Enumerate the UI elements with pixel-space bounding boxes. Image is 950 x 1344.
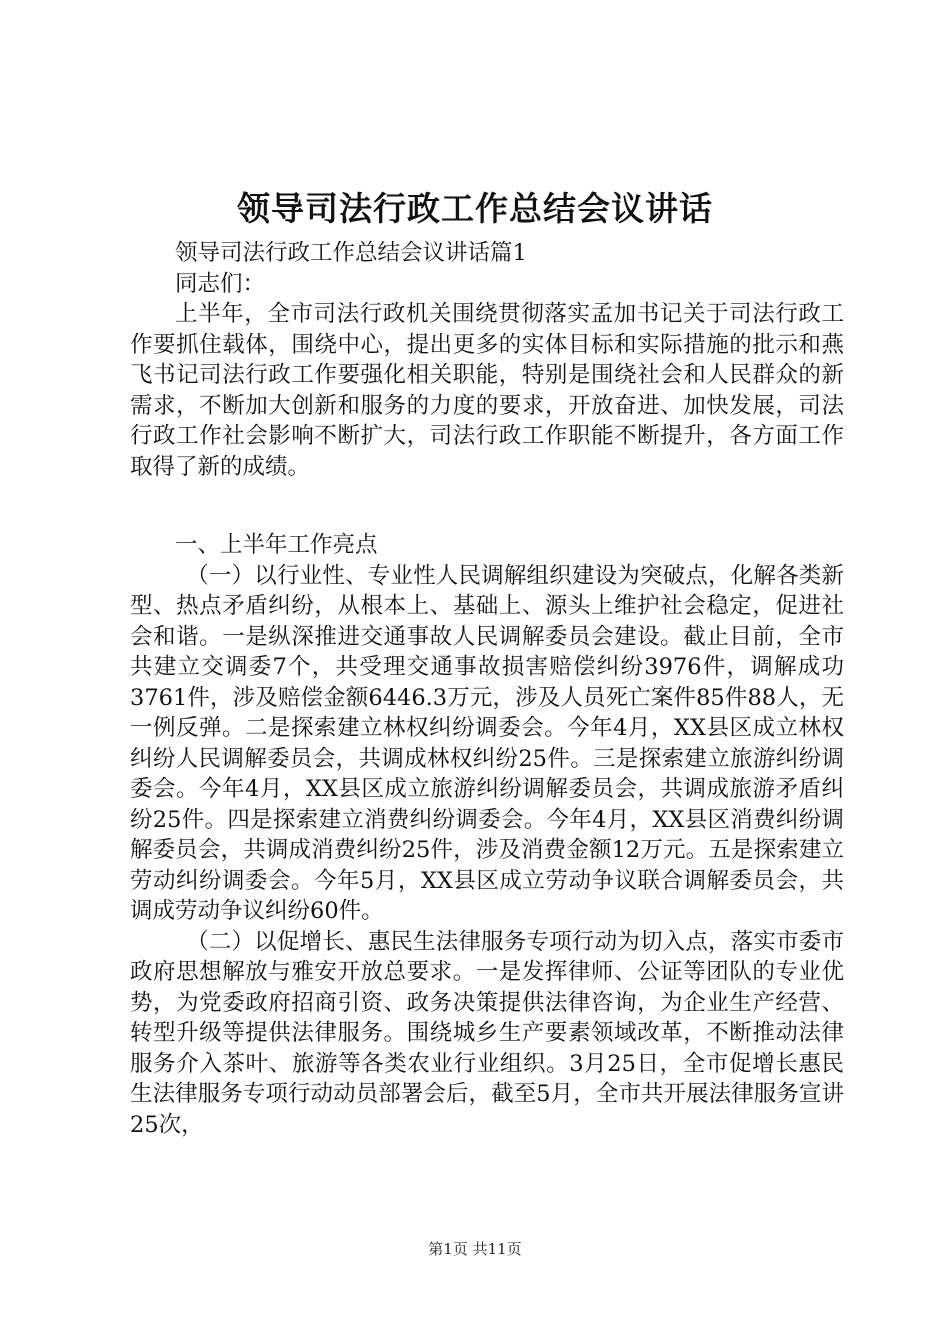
document-title: 领导司法行政工作总结会议讲话 [237, 189, 713, 228]
paragraph-mediation: （一）以行业性、专业性人民调解组织建设为突破点，化解各类新型、热点矛盾纠纷，从根本上、基础上、源头上维护社会稳定，促进社会和谐。一是纵深推进交通事故人民调解委员会建设。截止目前，全市共建立交调委7个，共受理交通事故损害赔偿纠纷3976件，调解成功3761件，涉及赔偿金额6446.3万元，涉及人员死亡案件85件88人，无一例反弹。二是探索建立林权纠纷调委会。今年4月，XX县区成立林权纠纷人民调解委员会，共调成林权纠纷25件。三是探索建立旅游纠纷调委会。今年4月，XX县区成立旅游纠纷调解委员会，共调成旅游矛盾纠纷25件。四是探索建立消费纠纷调委会。今年4月，XX县区消费纠纷调解委员会，共调成消费纠纷25件，涉及消费金额12万元。五是探索建立劳动纠纷调委会。今年5月，XX县区成立劳动争议联合调解委员会，共调成劳动争议纠纷60件。 [130, 562, 844, 924]
paragraph-spacer [130, 482, 844, 530]
document-subtitle: 领导司法行政工作总结会议讲话篇1 [175, 240, 527, 266]
document-body [130, 238, 844, 1140]
section-heading: 一、上半年工作亮点 [175, 532, 378, 558]
paragraph-intro: 上半年，全市司法行政机关围绕贯彻落实孟加书记关于司法行政工作要抓住载体，围绕中心，提出更多的实体目标和实际措施的批示和燕飞书记司法行政工作要强化相关职能，特别是围绕社会和人民群众的新需求，不断加大创新和服务的力度的要求，开放奋进、加快发展，司法行政工作社会影响不断扩大，司法行政工作职能不断提升，各方面工作取得了新的成绩。 [130, 301, 844, 480]
salutation: 同志们： [175, 270, 266, 297]
page-footer: 第1页 共11页 [428, 1240, 522, 1258]
paragraph-legal-service: （二）以促增长、惠民生法律服务专项行动为切入点，落实市委市政府思想解放与雅安开放总要求。一是发挥律师、公证等团队的专业优势，为党委政府招商引资、政务决策提供法律咨询，为企业生产经营、转型升级等提供法律服务。围绕城乡生产要素领域改革，不断推动法律服务介入茶叶、旅游等各类农业行业组织。3月25日，全市促增长惠民生法律服务专项行动动员部署会后，截至5月，全市共开展法律服务宣讲25次， [130, 928, 844, 1138]
